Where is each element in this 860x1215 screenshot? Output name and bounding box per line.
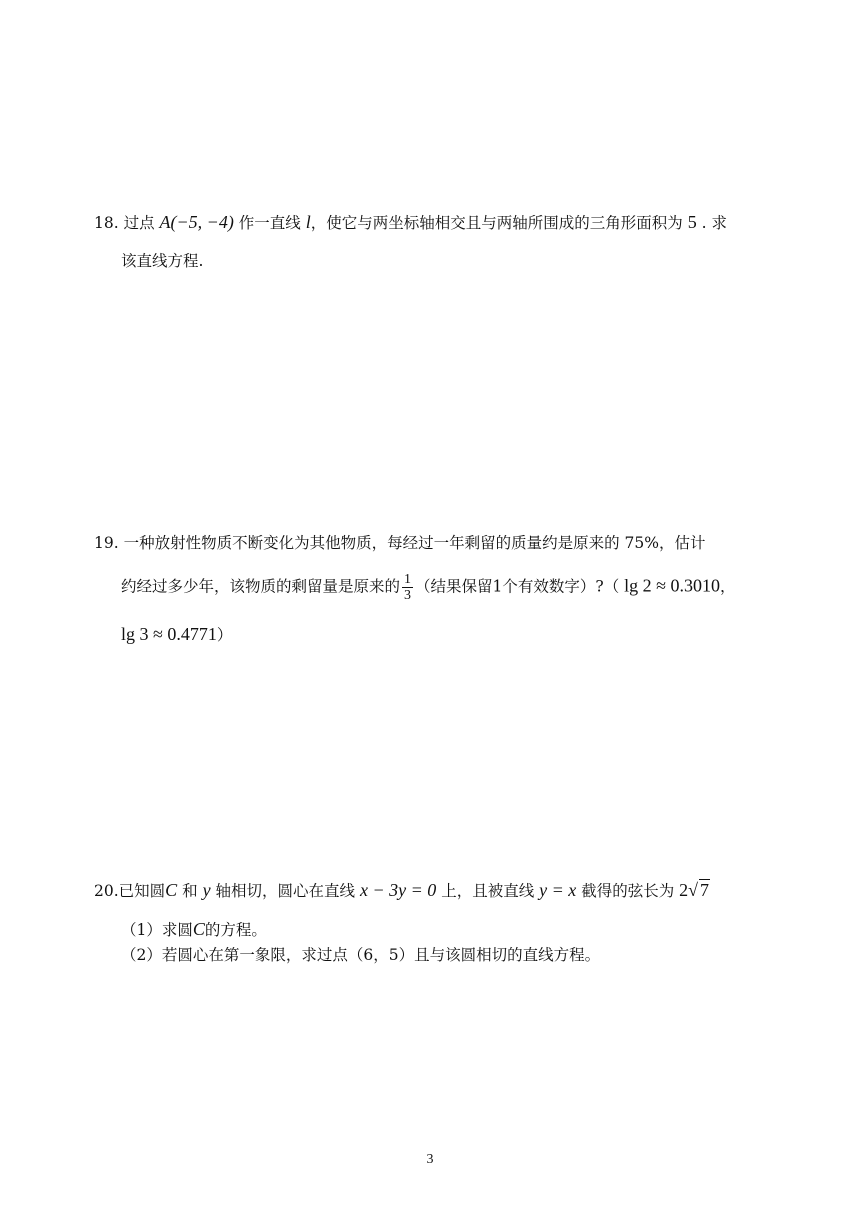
equation-line-2: y = x	[539, 880, 577, 900]
equation-line-1: x − 3y = 0	[359, 880, 437, 900]
question-19-line-2: 约经过多少年，该物质的剩留量是原来的 $\frac{1}{3}$ （结果保留1个有效数字）?（ lg 2 ≈ 0.3010，	[121, 572, 736, 603]
point-a: A(−5, −4)	[159, 212, 234, 232]
question-18-line-1: 18. 过点 A(−5, −4) 作一直线 l，使它与两坐标轴相交且与两轴所围成的三角形面积为 5 . 求	[94, 212, 727, 232]
question-20-part-2: （2）若圆心在第一象限，求过点（6，5）且与该圆相切的直线方程。	[121, 946, 601, 964]
question-number: 18.	[94, 214, 119, 232]
chord-length: 2√ 7	[679, 880, 710, 900]
question-20-part-1: （1）求圆C的方程。	[121, 919, 267, 939]
line-variable: l	[305, 212, 311, 232]
area-value: 5	[687, 212, 697, 232]
lg3-value: lg 3 ≈ 0.4771	[121, 624, 217, 644]
fraction-one-third: $\frac{1}{3}$	[404, 572, 412, 603]
question-19-line-3: lg 3 ≈ 0.4771）	[121, 624, 233, 644]
page-number: 3	[426, 1152, 434, 1167]
question-19-line-1: 19. 一种放射性物质不断变化为其他物质，每经过一年剩留的质量约是原来的 75%，估计	[94, 534, 706, 552]
question-18-line-2: 该直线方程.	[121, 252, 204, 270]
question-number: 20.	[94, 882, 119, 900]
lg2-value: lg 2 ≈ 0.3010	[624, 575, 721, 596]
question-number: 19.	[94, 534, 119, 552]
question-20-line-1: 20.已知圆C 和 y 轴相切，圆心在直线 x − 3y = 0 上，且被直线 y = x 截得的弦长为 2√ 7	[94, 880, 710, 900]
